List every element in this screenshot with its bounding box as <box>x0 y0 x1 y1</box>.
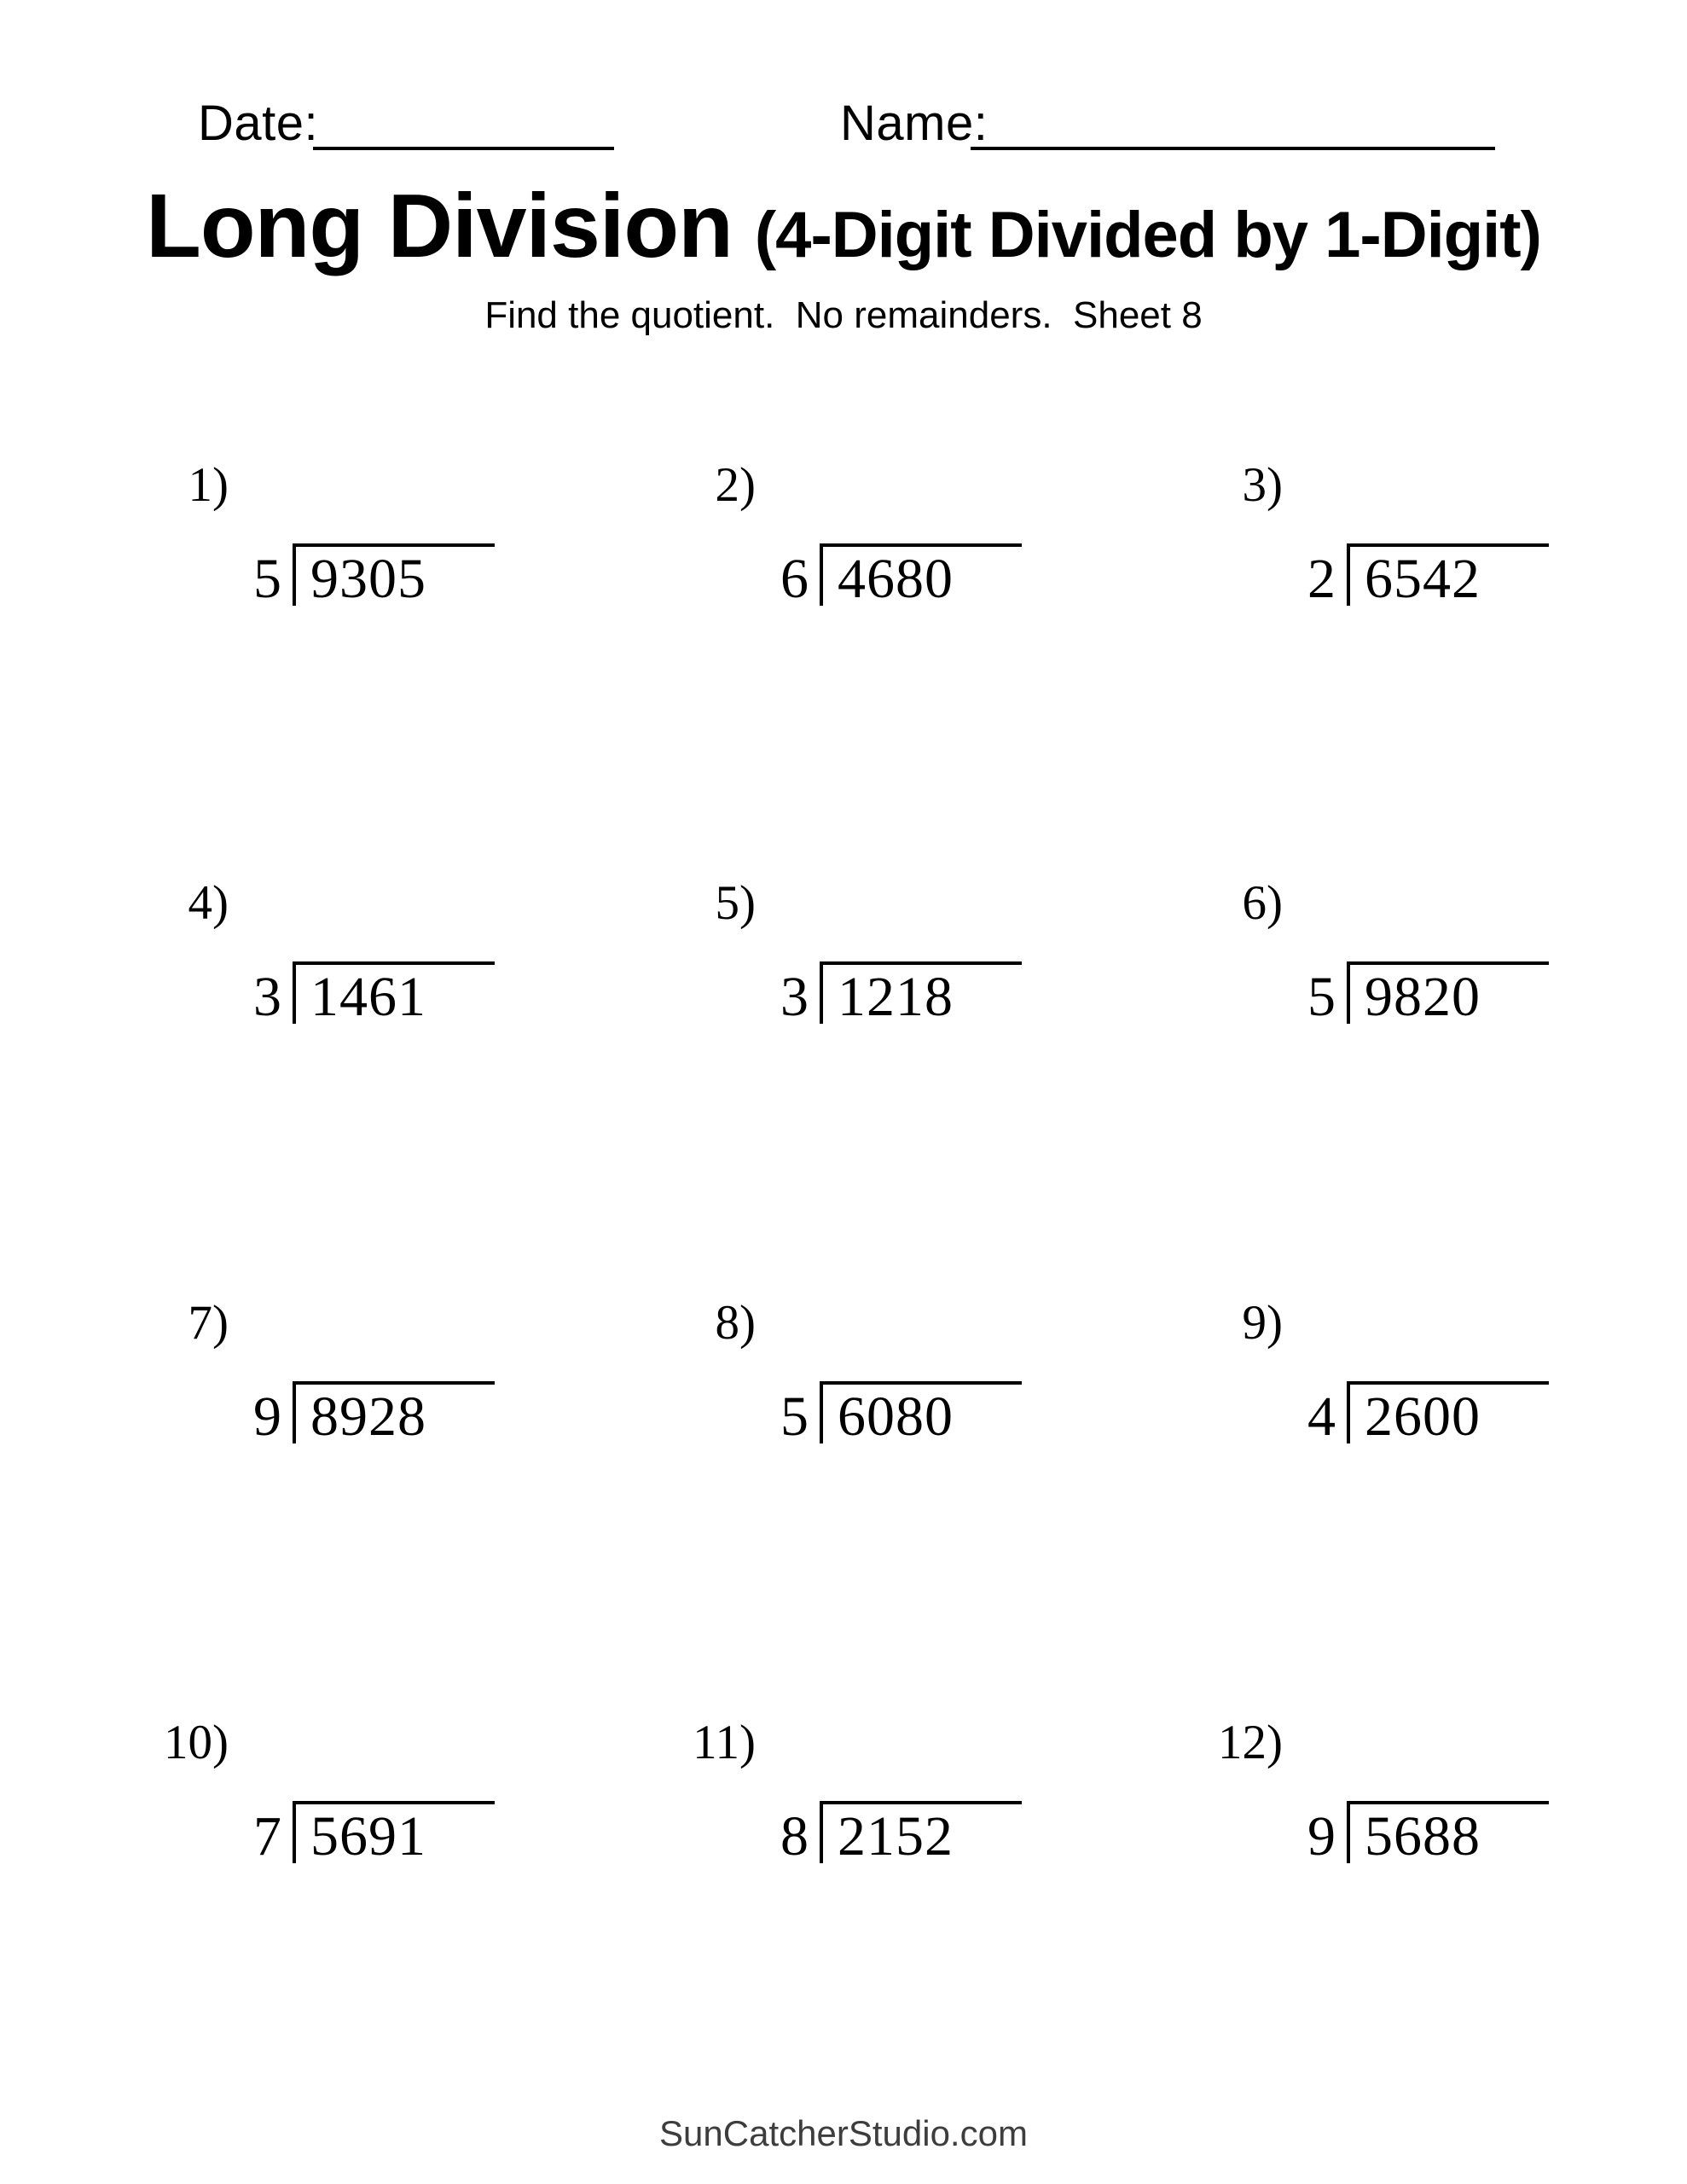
page-title <box>0 176 1687 276</box>
instructions-text: Find the quotient. No remainders. Sheet 8 <box>484 294 1203 336</box>
problem-number: 4) <box>188 876 229 930</box>
dividend: 1218 <box>820 961 1022 1024</box>
problem-number: 10) <box>164 1716 229 1769</box>
division-bracket <box>655 961 1184 1028</box>
division-problem-10 <box>128 1718 657 1865</box>
division-problem-2 <box>655 458 1184 610</box>
divisor: 8 <box>780 1805 809 1867</box>
problem-number: 1) <box>188 458 229 512</box>
divisor: 5 <box>1307 966 1336 1028</box>
dividend: 5691 <box>293 1801 495 1863</box>
name-blank-line <box>971 147 1495 150</box>
date-label: Date: <box>198 96 319 151</box>
division-problem-11 <box>655 1718 1184 1865</box>
problem-number: 2) <box>715 458 756 512</box>
problem-number: 11) <box>693 1716 756 1769</box>
problem-number: 12) <box>1218 1716 1283 1769</box>
division-bracket <box>128 1381 657 1448</box>
divisor: 9 <box>253 1385 281 1448</box>
divisor: 3 <box>253 966 281 1028</box>
dividend: 2152 <box>820 1801 1022 1863</box>
divisor: 7 <box>253 1805 281 1867</box>
divisor: 5 <box>780 1385 809 1448</box>
dividend: 6542 <box>1347 543 1549 606</box>
division-problem-6 <box>1182 876 1687 1028</box>
title-qualifier: (4-Digit Divided by 1-Digit) <box>754 199 1541 271</box>
problem-number: 3) <box>1242 458 1283 512</box>
division-bracket <box>1182 1381 1687 1448</box>
division-bracket <box>655 1801 1184 1865</box>
division-problem-9 <box>1182 1296 1687 1448</box>
division-problem-5 <box>655 876 1184 1028</box>
division-bracket <box>1182 1801 1687 1865</box>
division-problem-1 <box>128 458 657 610</box>
divisor: 2 <box>1307 548 1336 610</box>
division-problem-12 <box>1182 1718 1687 1865</box>
name-label: Name: <box>840 96 988 151</box>
divisor: 5 <box>253 548 281 610</box>
dividend: 5688 <box>1347 1801 1549 1863</box>
dividend: 8928 <box>293 1381 495 1443</box>
problem-number: 6) <box>1242 876 1283 930</box>
date-blank-line <box>313 147 614 150</box>
division-bracket <box>655 1381 1184 1448</box>
dividend: 9820 <box>1347 961 1549 1024</box>
division-problem-7 <box>128 1296 657 1448</box>
dividend: 6080 <box>820 1381 1022 1443</box>
footer-credit: SunCatcherStudio.com <box>659 2113 1028 2153</box>
problem-number: 7) <box>188 1296 229 1350</box>
division-bracket <box>128 1801 657 1865</box>
division-problem-4 <box>128 876 657 1028</box>
divisor: 9 <box>1307 1805 1336 1867</box>
division-bracket <box>128 961 657 1028</box>
dividend: 2600 <box>1347 1381 1549 1443</box>
divisor: 6 <box>780 548 809 610</box>
division-bracket <box>128 543 657 610</box>
divisor: 3 <box>780 966 809 1028</box>
dividend: 9305 <box>293 543 495 606</box>
dividend: 4680 <box>820 543 1022 606</box>
division-bracket <box>1182 543 1687 610</box>
division-problem-3 <box>1182 458 1687 610</box>
title-main: Long Division <box>146 176 733 276</box>
problem-number: 9) <box>1242 1296 1283 1350</box>
problem-number: 5) <box>715 876 756 930</box>
dividend: 1461 <box>293 961 495 1024</box>
problem-number: 8) <box>715 1296 756 1350</box>
division-bracket <box>1182 961 1687 1028</box>
division-problem-8 <box>655 1296 1184 1448</box>
divisor: 4 <box>1307 1385 1336 1448</box>
division-bracket <box>655 543 1184 610</box>
